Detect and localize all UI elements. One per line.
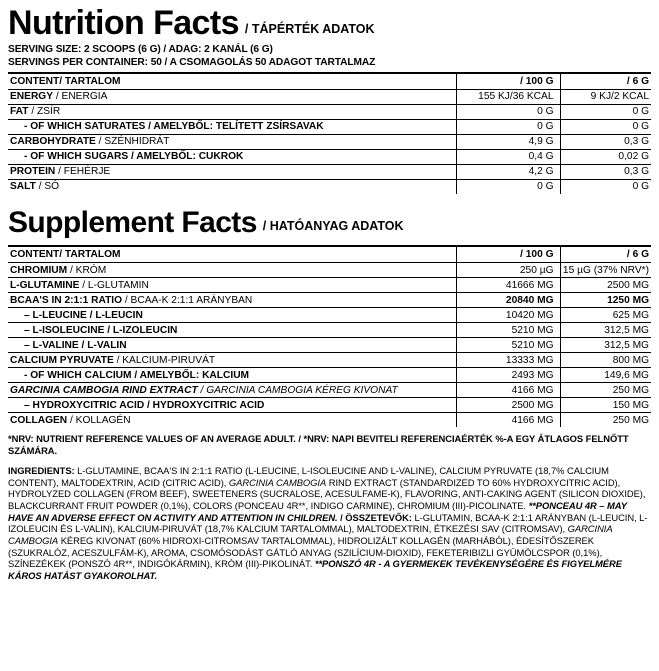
row-value-serving: 312,5 MG bbox=[560, 338, 651, 353]
row-name-secondary: – L-ISOLEUCINE / L-IZOLEUCIN bbox=[24, 324, 178, 336]
row-name-primary: GARCINIA CAMBOGIA RIND EXTRACT bbox=[10, 384, 198, 396]
row-value-100g: 0 G bbox=[456, 179, 560, 194]
row-name-primary: COLLAGEN bbox=[10, 414, 68, 426]
supplement-header-content: CONTENT/ TARTALOM bbox=[8, 246, 456, 263]
row-value-100g: 0,4 G bbox=[456, 149, 560, 164]
row-value-serving: 0,3 G bbox=[560, 164, 651, 179]
table-row bbox=[8, 323, 651, 338]
row-value-100g: 0 G bbox=[456, 119, 560, 134]
row-value-serving: 0 G bbox=[560, 179, 651, 194]
table-row bbox=[8, 278, 651, 293]
table-row bbox=[8, 353, 651, 368]
row-value-100g: 5210 MG bbox=[456, 323, 560, 338]
row-name bbox=[8, 383, 456, 398]
row-value-serving: 625 MG bbox=[560, 308, 651, 323]
ingredients-text-en-1: L-GLUTAMINE, BCAA'S IN 2:1:1 RATIO (L-LEUCINE, L-ISOLEUCINE AND L-VALINE), CALCIUM PYRUVATE (18,7% CALCIUM CONTENT), MALTODEXTRIN, ACID (CITRIC ACID), bbox=[8, 465, 609, 488]
nutrition-table bbox=[8, 72, 651, 194]
row-value-serving: 312,5 MG bbox=[560, 323, 651, 338]
row-name bbox=[8, 338, 456, 353]
row-value-100g: 5210 MG bbox=[456, 338, 560, 353]
row-value-serving: 0 G bbox=[560, 104, 651, 119]
row-name-secondary: / KRÓM bbox=[67, 264, 107, 276]
row-name-primary: FAT bbox=[10, 106, 29, 118]
row-name bbox=[8, 119, 456, 134]
nutrition-header-content: CONTENT/ TARTALOM bbox=[8, 73, 456, 90]
row-value-serving: 250 MG bbox=[560, 413, 651, 428]
row-value-serving: 149,6 MG bbox=[560, 368, 651, 383]
row-value-serving: 15 µG (37% NRV*) bbox=[560, 263, 651, 278]
row-value-100g: 250 µG bbox=[456, 263, 560, 278]
row-value-100g: 10420 MG bbox=[456, 308, 560, 323]
row-name bbox=[8, 323, 456, 338]
row-name-secondary: / SZÉNHIDRÁT bbox=[95, 136, 170, 148]
row-name bbox=[8, 293, 456, 308]
nrv-footnote: *NRV: NUTRIENT REFERENCE VALUES OF AN AVERAGE ADULT. / *NRV: NAPI BEVITELI REFERENCIAÉRTÉK %-A EGY ÁTLAGOS FELNŐTT SZÁMÁRA. bbox=[8, 433, 629, 456]
row-value-serving: 2500 MG bbox=[560, 278, 651, 293]
row-name-primary: PROTEIN bbox=[10, 166, 56, 178]
row-name-primary: SALT bbox=[10, 181, 36, 193]
table-row bbox=[8, 338, 651, 353]
row-name bbox=[8, 89, 456, 104]
supplement-table-header-row bbox=[8, 246, 651, 263]
row-value-100g: 4,9 G bbox=[456, 134, 560, 149]
row-name bbox=[8, 308, 456, 323]
row-name bbox=[8, 164, 456, 179]
row-name-secondary: – HYDROXYCITRIC ACID / HYDROXYCITRIC ACID bbox=[24, 399, 265, 411]
row-name-primary: CHROMIUM bbox=[10, 264, 68, 276]
ingredients-paragraph bbox=[8, 465, 651, 582]
row-value-serving: 0,3 G bbox=[560, 134, 651, 149]
row-name-secondary: – L-VALINE / L-VALIN bbox=[24, 339, 127, 351]
table-row bbox=[8, 119, 651, 134]
label-panel bbox=[8, 6, 651, 582]
row-name bbox=[8, 179, 456, 194]
row-name-secondary: / KOLLAGÉN bbox=[67, 414, 131, 426]
serving-size-line: SERVING SIZE: 2 SCOOPS (6 G) / ADAG: 2 KANÁL (6 G) bbox=[8, 43, 273, 55]
supplement-table bbox=[8, 245, 651, 427]
row-name-primary: CARBOHYDRATE bbox=[10, 136, 96, 148]
supplement-facts-title-sub: / HATÓANYAG ADATOK bbox=[262, 219, 404, 234]
row-value-serving: 0,02 G bbox=[560, 149, 651, 164]
row-name bbox=[8, 104, 456, 119]
row-value-serving: 1250 MG bbox=[560, 293, 651, 308]
row-value-serving: 150 MG bbox=[560, 398, 651, 413]
row-value-100g: 4166 MG bbox=[456, 383, 560, 398]
row-name-secondary: / ENERGIA bbox=[53, 91, 108, 103]
table-row bbox=[8, 413, 651, 428]
row-name bbox=[8, 413, 456, 428]
nutrition-header-col1: / 100 G bbox=[456, 73, 560, 90]
row-value-serving: 250 MG bbox=[560, 383, 651, 398]
row-value-100g: 2500 MG bbox=[456, 398, 560, 413]
row-name-secondary: - OF WHICH CALCIUM / AMELYBŐL: KALCIUM bbox=[24, 369, 250, 381]
row-value-serving: 0 G bbox=[560, 119, 651, 134]
ingredients-text-en-2: RIND EXTRACT (STANDARDIZED TO 60% HYDROXYCITRIC ACID), HYDROLYZED COLLAGEN (FROM BEEF), SWEETENERS (SUCRALOSE, ACESULFAME-K), FLAVORING, ANTI-CAKING AGENT (SILICON DIOXIDE), BLACKCURRANT FRUIT POWDER (0,1%), COLORS (PONCEAU 4R**, INDIGO CARMINE), CHROMIUM (III)-PICOLINATE. bbox=[8, 476, 646, 512]
row-value-100g: 41666 MG bbox=[456, 278, 560, 293]
row-name-secondary: / GARCINIA CAMBOGIA KÉREG KIVONAT bbox=[197, 384, 398, 396]
supplement-header-col1: / 100 G bbox=[456, 246, 560, 263]
row-name-primary: ENERGY bbox=[10, 91, 54, 103]
row-name-secondary: / ZSÍR bbox=[28, 106, 61, 118]
row-value-100g: 0 G bbox=[456, 104, 560, 119]
table-row bbox=[8, 134, 651, 149]
row-value-100g: 13333 MG bbox=[456, 353, 560, 368]
row-name-secondary: - OF WHICH SATURATES / AMELYBŐL: TELÍTETT ZSÍRSAVAK bbox=[24, 121, 324, 133]
row-name bbox=[8, 353, 456, 368]
ingredients-italic-en: GARCINIA CAMBOGIA bbox=[228, 476, 327, 488]
row-name bbox=[8, 134, 456, 149]
row-name bbox=[8, 398, 456, 413]
row-name bbox=[8, 263, 456, 278]
table-row bbox=[8, 104, 651, 119]
table-row bbox=[8, 293, 651, 308]
nutrition-table-header-row bbox=[8, 73, 651, 90]
nutrition-header-col2: / 6 G bbox=[560, 73, 651, 90]
ingredients-label: INGREDIENTS: bbox=[8, 465, 75, 477]
supplement-facts-title-main: Supplement Facts bbox=[8, 205, 257, 239]
nutrition-facts-title-sub: / TÁPÉRTÉK ADATOK bbox=[244, 21, 375, 36]
supplement-facts-title bbox=[8, 205, 651, 239]
ingredients-text-hu-2: KÉREG KIVONAT (60% HIDROXI-CITROMSAV TARTALOMMAL), HIDROLIZÁLT KOLLAGÉN (MARHÁBÓL), ÉDESÍTŐSZEREK (SZUKRALÓZ, ACESZULFÁM-K), AROMA, CSOMÓSODÁST GÁTLÓ ANYAG (SZILÍCIUM-DIOXID), FEKETERIBIZLI GYÜMÖLCSPOR (0,1%), SZÍNEZÉKEK (PONSZÓ 4R**, INDIGÓKÁRMIN), KRÓM (III)-PIKOLINÁT. bbox=[8, 535, 603, 570]
row-name-primary: L-GLUTAMINE bbox=[10, 279, 80, 291]
row-value-100g: 20840 MG bbox=[456, 293, 560, 308]
row-value-100g: 2493 MG bbox=[456, 368, 560, 383]
row-value-100g: 4166 MG bbox=[456, 413, 560, 428]
table-row bbox=[8, 398, 651, 413]
row-name bbox=[8, 278, 456, 293]
row-name bbox=[8, 149, 456, 164]
row-value-serving: 800 MG bbox=[560, 353, 651, 368]
servings-per-container-line: SERVINGS PER CONTAINER: 50 / A CSOMAGOLÁS 50 ADAGOT TARTALMAZ bbox=[8, 57, 376, 69]
table-row bbox=[8, 368, 651, 383]
table-row bbox=[8, 308, 651, 323]
supplement-table-wrap bbox=[8, 245, 651, 427]
ingredients-label-hu: / ÖSSZETEVŐK: bbox=[337, 511, 412, 523]
row-name-secondary: / SÓ bbox=[35, 181, 60, 193]
row-name-secondary: – L-LEUCINE / L-LEUCIN bbox=[24, 309, 143, 321]
table-row bbox=[8, 89, 651, 104]
ingredients-warning-hu: **PONSZÓ 4R - A GYERMEKEK TEVÉKENYSÉGÉRE ÉS FIGYELMÉRE KÁROS HATÁST GYAKOROLHAT. bbox=[8, 558, 622, 582]
row-name-secondary: - OF WHICH SUGARS / AMELYBŐL: CUKROK bbox=[24, 151, 244, 163]
supplement-header-col2: / 6 G bbox=[560, 246, 651, 263]
table-row bbox=[8, 149, 651, 164]
nutrition-facts-title-main: Nutrition Facts bbox=[8, 4, 239, 42]
nutrition-facts-title bbox=[8, 6, 651, 41]
ingredients-text-hu-1: L-GLUTAMIN, BCAA-K 2:1:1 ARÁNYBAN (L-LEUCIN, L-IZOLEUCIN ÉS L-VALIN), KALCIUM-PIRUVÁT (18,7% KALCIUM TARTALOMMAL), MALTODEXTRIN, ÉTKEZÉSI SAV (CITROMSAV), bbox=[8, 511, 648, 535]
row-value-100g: 4,2 G bbox=[456, 164, 560, 179]
row-name-secondary: / L-GLUTAMIN bbox=[79, 279, 149, 291]
row-value-serving: 9 KJ/2 KCAL bbox=[560, 89, 651, 104]
row-name-primary: CALCIUM PYRUVATE bbox=[10, 354, 114, 366]
row-name-primary: BCAA'S IN 2:1:1 RATIO bbox=[10, 294, 123, 306]
nutrition-table-wrap bbox=[8, 72, 651, 194]
table-row bbox=[8, 263, 651, 278]
ingredients-italic-hu: GARCINIA CAMBOGIA bbox=[8, 523, 613, 547]
ingredients-warning-en: **PONCEAU 4R – MAY HAVE AN ADVERSE EFFECT ON ACTIVITY AND ATTENTION IN CHILDREN. bbox=[8, 500, 627, 523]
table-row bbox=[8, 164, 651, 179]
row-name-secondary: / FEHÉRJE bbox=[55, 166, 111, 178]
table-row bbox=[8, 179, 651, 194]
row-name bbox=[8, 368, 456, 383]
table-row bbox=[8, 383, 651, 398]
row-value-100g: 155 KJ/36 KCAL bbox=[456, 89, 560, 104]
row-name-secondary: / KALCIUM-PIRUVÁT bbox=[113, 354, 216, 366]
row-name-secondary: / BCAA-K 2:1:1 ARÁNYBAN bbox=[122, 294, 253, 306]
